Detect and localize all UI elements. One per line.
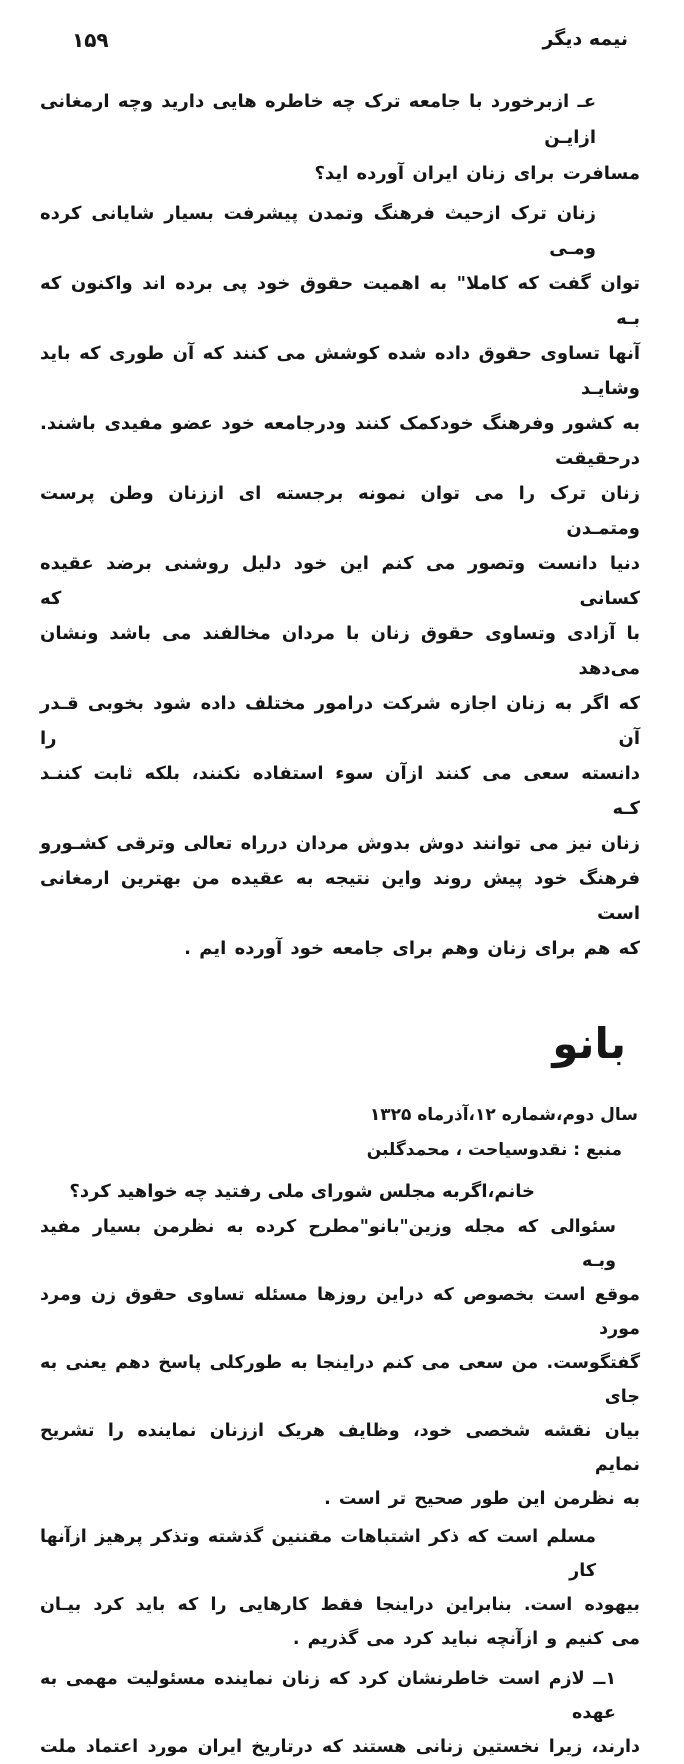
- text-line: به کشور وفرهنگ خودکمک کنند ودرجامعه خود عضو مفیدی باشند. درحقیقت: [40, 413, 640, 469]
- issue-info-line: سال دوم،شماره ۱۲،آذرماه ۱۳۲۵: [369, 1105, 638, 1125]
- text-line: به نظرمن این طور صحیح تر است .: [324, 1489, 640, 1509]
- text-line: دنیا دانست وتصور می کنم این خود دلیل روشنی برضد عقیده کسانی که: [40, 553, 640, 609]
- page-number: ۱۵۹: [72, 28, 109, 52]
- text-line: سئوالی که مجله وزین"بانو"مطرح کرده به نظرمن بسیار مفید وبـه: [40, 1217, 616, 1271]
- text-line: مسافرت برای زنان ایران آورده اید؟: [314, 163, 640, 184]
- question-paragraph-1: [40, 84, 640, 192]
- text-line: بیهوده است. بنابراین دراینجا فقط کارهایی را که باید کرد بیـان: [40, 1595, 640, 1615]
- text-line: مسلم است که ذکر اشتباهات مقننین گذشته وتذکر پرهیز ازآنها کار: [40, 1527, 596, 1581]
- text-line: با آزادی وتساوی حقوق زنان با مردان مخالفند می باشد ونشان می‌دهد: [40, 623, 640, 679]
- text-line: عـ ازبرخورد با جامعه ترک چه خاطره هایی دارید وچه ارمغانی ازایـن: [40, 91, 596, 148]
- text-line: بیان نقشه شخصی خود، وظایف هریک اززنان نماینده را تشریح نمایم: [40, 1421, 640, 1475]
- numbered-item-1: [40, 1662, 640, 1764]
- text-line: زنان نیز می توانند دوش بدوش مردان درراه تعالی وترقی کشـورو: [40, 833, 640, 854]
- text-line: که هم برای زنان وهم برای جامعه خود آورده ایم .: [184, 938, 640, 959]
- text-line: ۱ــ لازم است خاطرنشان کرد که زنان نماینده مسئولیت مهمی به عهده: [40, 1669, 616, 1723]
- text-line: که اگر به زنان اجازه شرکت درامور مختلف داده شود بخوبی قـدر آن را: [40, 693, 640, 749]
- text-line: زنان ترک را می توان نمونه برجسته ای اززنان وطن پرست ومتمـدن: [40, 483, 640, 539]
- answer-paragraph-2: [40, 1210, 640, 1516]
- text-line: دانسته سعی می کنند ازآن سوء استفاده نکنند، بلکه ثابت کننـد کـه: [40, 763, 640, 819]
- journal-running-title: نیمه دیگر: [542, 28, 628, 50]
- text-line: زنان ترک ازحیث فرهنگ وتمدن پیشرفت بسیار شایانی کرده ومـی: [40, 203, 596, 259]
- text-line: دارند، زیرا نخستین زنانی هستند که درتاریخ ایران مورد اعتماد ملت: [40, 1737, 640, 1757]
- text-line: گفتگوست. من سعی می کنم دراینجا به طورکلی پاسخ دهم یعنی به جای: [40, 1353, 640, 1407]
- running-header: [40, 28, 640, 58]
- question-paragraph-2: خانم،اگربه مجلس شورای ملی رفتید چه خواهید کرد؟: [69, 1181, 535, 1202]
- text-line: می کنیم و ازآنچه نباید کرد می گذریم .: [292, 1629, 640, 1649]
- text-line: موقع است بخصوص که دراین روزها مسئله تساوی حقوق زن ومرد مورد: [40, 1285, 640, 1339]
- answer-paragraph-1: [40, 196, 640, 966]
- section-heading-banu: بانو: [552, 1019, 626, 1068]
- text-line: توان گفت که کاملا" به اهمیت حقوق خود پی برده اند واکنون که بـه: [40, 273, 640, 329]
- source-info-line: منبع : نقدوسیاحت ، محمدگلبن: [366, 1140, 622, 1160]
- answer-paragraph-3: [40, 1520, 640, 1656]
- text-line: فرهنگ خود پیش روند واین نتیجه به عقیده من بهترین ارمغانی است: [40, 868, 640, 924]
- text-line: آنها تساوی حقوق داده شده کوشش می کنند که آن طوری که باید وشایـد: [40, 343, 640, 399]
